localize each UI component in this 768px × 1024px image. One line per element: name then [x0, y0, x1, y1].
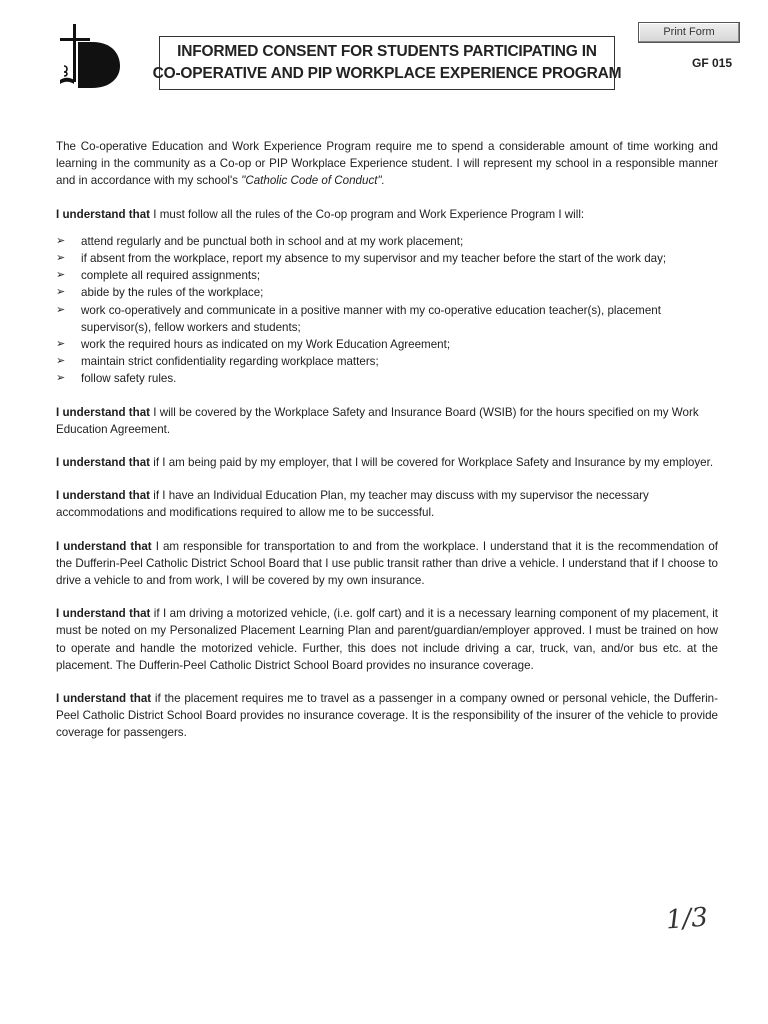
list-item — [56, 370, 718, 387]
paragraph-text: if I am driving a motorized vehicle, (i.e. golf cart) and it is a necessary learning component of my placement, it must be noted on my Personalized Placement Learning Plan and parent/guardian/employer approved. I must be trained on how to operate and handle the motorized vehicle. Further, this does not include driving a car, truck, van, and/or bus etc. at the placement. The Dufferin-Peel Catholic District School Board provides no insurance coverage. — [56, 607, 718, 672]
arrow-bullet-icon: ➢ — [56, 252, 66, 265]
rules-lead-text: I must follow all the rules of the Co-op program and Work Experience Program I will: — [150, 207, 585, 221]
understand-lead: I understand that — [56, 456, 151, 470]
intro-paragraph — [56, 138, 718, 190]
form-title-line-1: INFORMED CONSENT FOR STUDENTS PARTICIPATING IN — [177, 43, 597, 60]
passenger-paragraph — [56, 690, 718, 742]
consent-body — [56, 138, 718, 758]
understand-lead: I understand that — [56, 405, 151, 419]
arrow-bullet-icon: ➢ — [56, 269, 66, 282]
understand-lead: I understand that — [56, 607, 151, 621]
arrow-bullet-icon: ➢ — [56, 355, 66, 368]
list-item-text: complete all required assignments; — [81, 269, 261, 283]
paragraph-text: I will be covered by the Workplace Safety and Insurance Board (WSIB) for the hours specified on my Work Education Agreement. — [56, 405, 699, 436]
arrow-bullet-icon: ➢ — [56, 234, 66, 247]
transportation-paragraph — [56, 538, 718, 590]
form-title-line-2: CO-OPERATIVE AND PIP WORKPLACE EXPERIENCE PROGRAM — [152, 65, 622, 82]
list-item-text: abide by the rules of the workplace; — [81, 286, 264, 300]
list-item-text: maintain strict confidentiality regarding workplace matters; — [81, 355, 379, 369]
list-item-text: follow safety rules. — [81, 372, 177, 386]
paragraph-text: if I have an Individual Education Plan, my teacher may discuss with my supervisor the necessary accommodations and modifications required to allow me to be successful. — [56, 489, 649, 520]
print-form-button[interactable]: Print Form — [638, 22, 740, 43]
paragraph-text: I am responsible for transportation to and from the workplace. I understand that it is the recommendation of the Dufferin-Peel Catholic District School Board that I use public transit rather than drive a vehicle. I understand that if I choose to drive a vehicle to and from work, I will be covered by my own insurance. — [56, 539, 719, 588]
form-title — [152, 36, 622, 90]
list-item — [56, 250, 718, 267]
list-item — [56, 233, 718, 250]
code-of-conduct-reference: "Catholic Code of Conduct". — [241, 174, 385, 188]
cross-and-book-logo-icon — [56, 22, 122, 88]
list-item-text: work the required hours as indicated on my Work Education Agreement; — [81, 338, 451, 352]
list-item — [56, 302, 718, 336]
arrow-bullet-icon: ➢ — [56, 372, 66, 385]
rules-list — [56, 233, 718, 388]
arrow-bullet-icon: ➢ — [56, 286, 66, 299]
list-item — [56, 336, 718, 353]
iep-paragraph — [56, 487, 718, 521]
list-item-text: if absent from the workplace, report my absence to my supervisor and my teacher before the start of the work day; — [81, 252, 667, 266]
motorized-vehicle-paragraph — [56, 605, 718, 674]
understand-lead: I understand that — [56, 489, 151, 503]
list-item-text: attend regularly and be punctual both in school and at my work placement; — [81, 234, 464, 248]
understand-lead: I understand that — [56, 692, 152, 706]
arrow-bullet-icon: ➢ — [56, 303, 66, 316]
list-item — [56, 353, 718, 370]
list-item-text: work co-operatively and communicate in a positive manner with my co-operative education teacher(s), placement supervisor(s), fellow workers and students; — [81, 303, 661, 334]
paragraph-text: if I am being paid by my employer, that I will be covered for Workplace Safety and Insurance by my employer. — [150, 456, 714, 470]
list-item — [56, 267, 718, 284]
understand-lead: I understand that — [56, 207, 151, 221]
form-code: GF 015 — [692, 56, 733, 70]
arrow-bullet-icon: ➢ — [56, 338, 66, 351]
paid-employer-paragraph — [56, 454, 718, 471]
understand-lead: I understand that — [56, 539, 152, 553]
list-item — [56, 284, 718, 301]
rules-lead-paragraph — [56, 206, 718, 223]
intro-text: The Co-operative Education and Work Experience Program require me to spend a considerable amount of time working and learning in the community as a Co-op or PIP Workplace Experience student. I will represent my school in a responsible manner and in accordance with my school's — [56, 140, 718, 188]
paragraph-text: if the placement requires me to travel as a passenger in a company owned or personal vehicle, the Dufferin-Peel Catholic District School Board provides no insurance coverage. It is the responsibility of the insurer of the vehicle to provide coverage for passengers. — [56, 692, 718, 740]
page-number: 1/3 — [665, 902, 709, 936]
wsib-paragraph — [56, 404, 718, 438]
